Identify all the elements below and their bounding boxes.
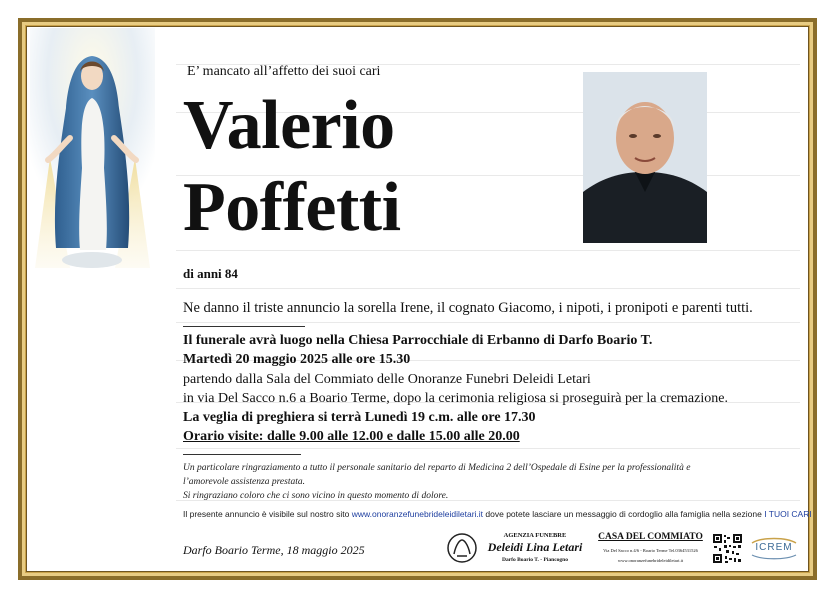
thanks-line-3: Si ringraziano coloro che ci sono vicino in questo momento di dolore.: [183, 491, 449, 501]
funeral-line-5: La veglia di preghiera si terrà Lunedì 19 c.m. alle ore 17.30: [183, 410, 536, 425]
agency-logo: [446, 532, 591, 566]
funeral-line-2: Martedì 20 maggio 2025 alle ore 15.30: [183, 352, 411, 367]
deceased-first-name: Valerio: [183, 87, 395, 164]
thanks-line-2: l’amorevole assistenza prestata.: [183, 477, 305, 487]
age-text: di anni 84: [183, 266, 238, 281]
intro-text: E’ mancato all’affetto dei suoi cari: [187, 64, 381, 79]
deceased-last-name: Poffetti: [183, 169, 401, 246]
announcement-text: Ne danno il triste annuncio la sorella Irene, il cognato Giacomo, i nipoti, i pronipoti e parenti tutti.: [183, 300, 753, 316]
thanks-line-1: Un particolare ringraziamento a tutto il personale sanitario del reparto di Medicina 2 dell’Ospedale di Esine per la professionalità e: [183, 463, 691, 473]
casa-title: CASA DEL COMMIATO: [598, 532, 703, 542]
funeral-line-1: Il funerale avrà luogo nella Chiesa Parrocchiale di Erbanno di Darfo Boario T.: [183, 333, 653, 348]
madonna-image: [30, 28, 155, 276]
notice-text-after: dove potete lasciare un messaggio di cordoglio alla famiglia nella sezione: [483, 509, 765, 519]
section-link[interactable]: I TUOI CARI: [764, 509, 812, 519]
website-notice: [183, 509, 812, 519]
icrem-logo: [748, 533, 800, 563]
icrem-text: ICREM: [755, 542, 793, 553]
funeral-line-3: partendo dalla Sala del Commiato delle Onoranze Funebri Deleidi Letari: [183, 372, 591, 387]
website-link[interactable]: www.onoranzefunebrideleidiletari.it: [351, 509, 484, 519]
agency-name: Deleidi Lina Letari: [487, 540, 583, 554]
separator-2: [183, 454, 301, 455]
funeral-line-4: in via Del Sacco n.6 a Boario Terme, dopo la cerimonia religiosa si proseguirà per la cremazione.: [183, 391, 728, 406]
qr-code-icon[interactable]: [712, 533, 743, 564]
casa-address: Via Del Sacco n.4/6 - Boario Terme Tel.0364531526: [603, 548, 698, 553]
agency-logo-icon: [446, 532, 478, 564]
casa-del-commiato: [593, 532, 708, 568]
portrait-photo: [583, 72, 707, 243]
agency-towns: Darfo Boario T. - Piancogno: [502, 557, 568, 563]
place-date: Darfo Boario Terme, 18 maggio 2025: [183, 543, 365, 557]
casa-site: www.onoranzefunebrideleidiletari.it: [617, 558, 684, 563]
agency-label: AGENZIA FUNEBRE: [503, 532, 567, 539]
visiting-hours: Orario visite: dalle 9.00 alle 12.00 e dalle 15.00 alle 20.00: [183, 429, 520, 444]
separator-1: [183, 326, 305, 327]
notice-text-before: Il presente annuncio è visibile sul nostro sito: [183, 509, 352, 519]
